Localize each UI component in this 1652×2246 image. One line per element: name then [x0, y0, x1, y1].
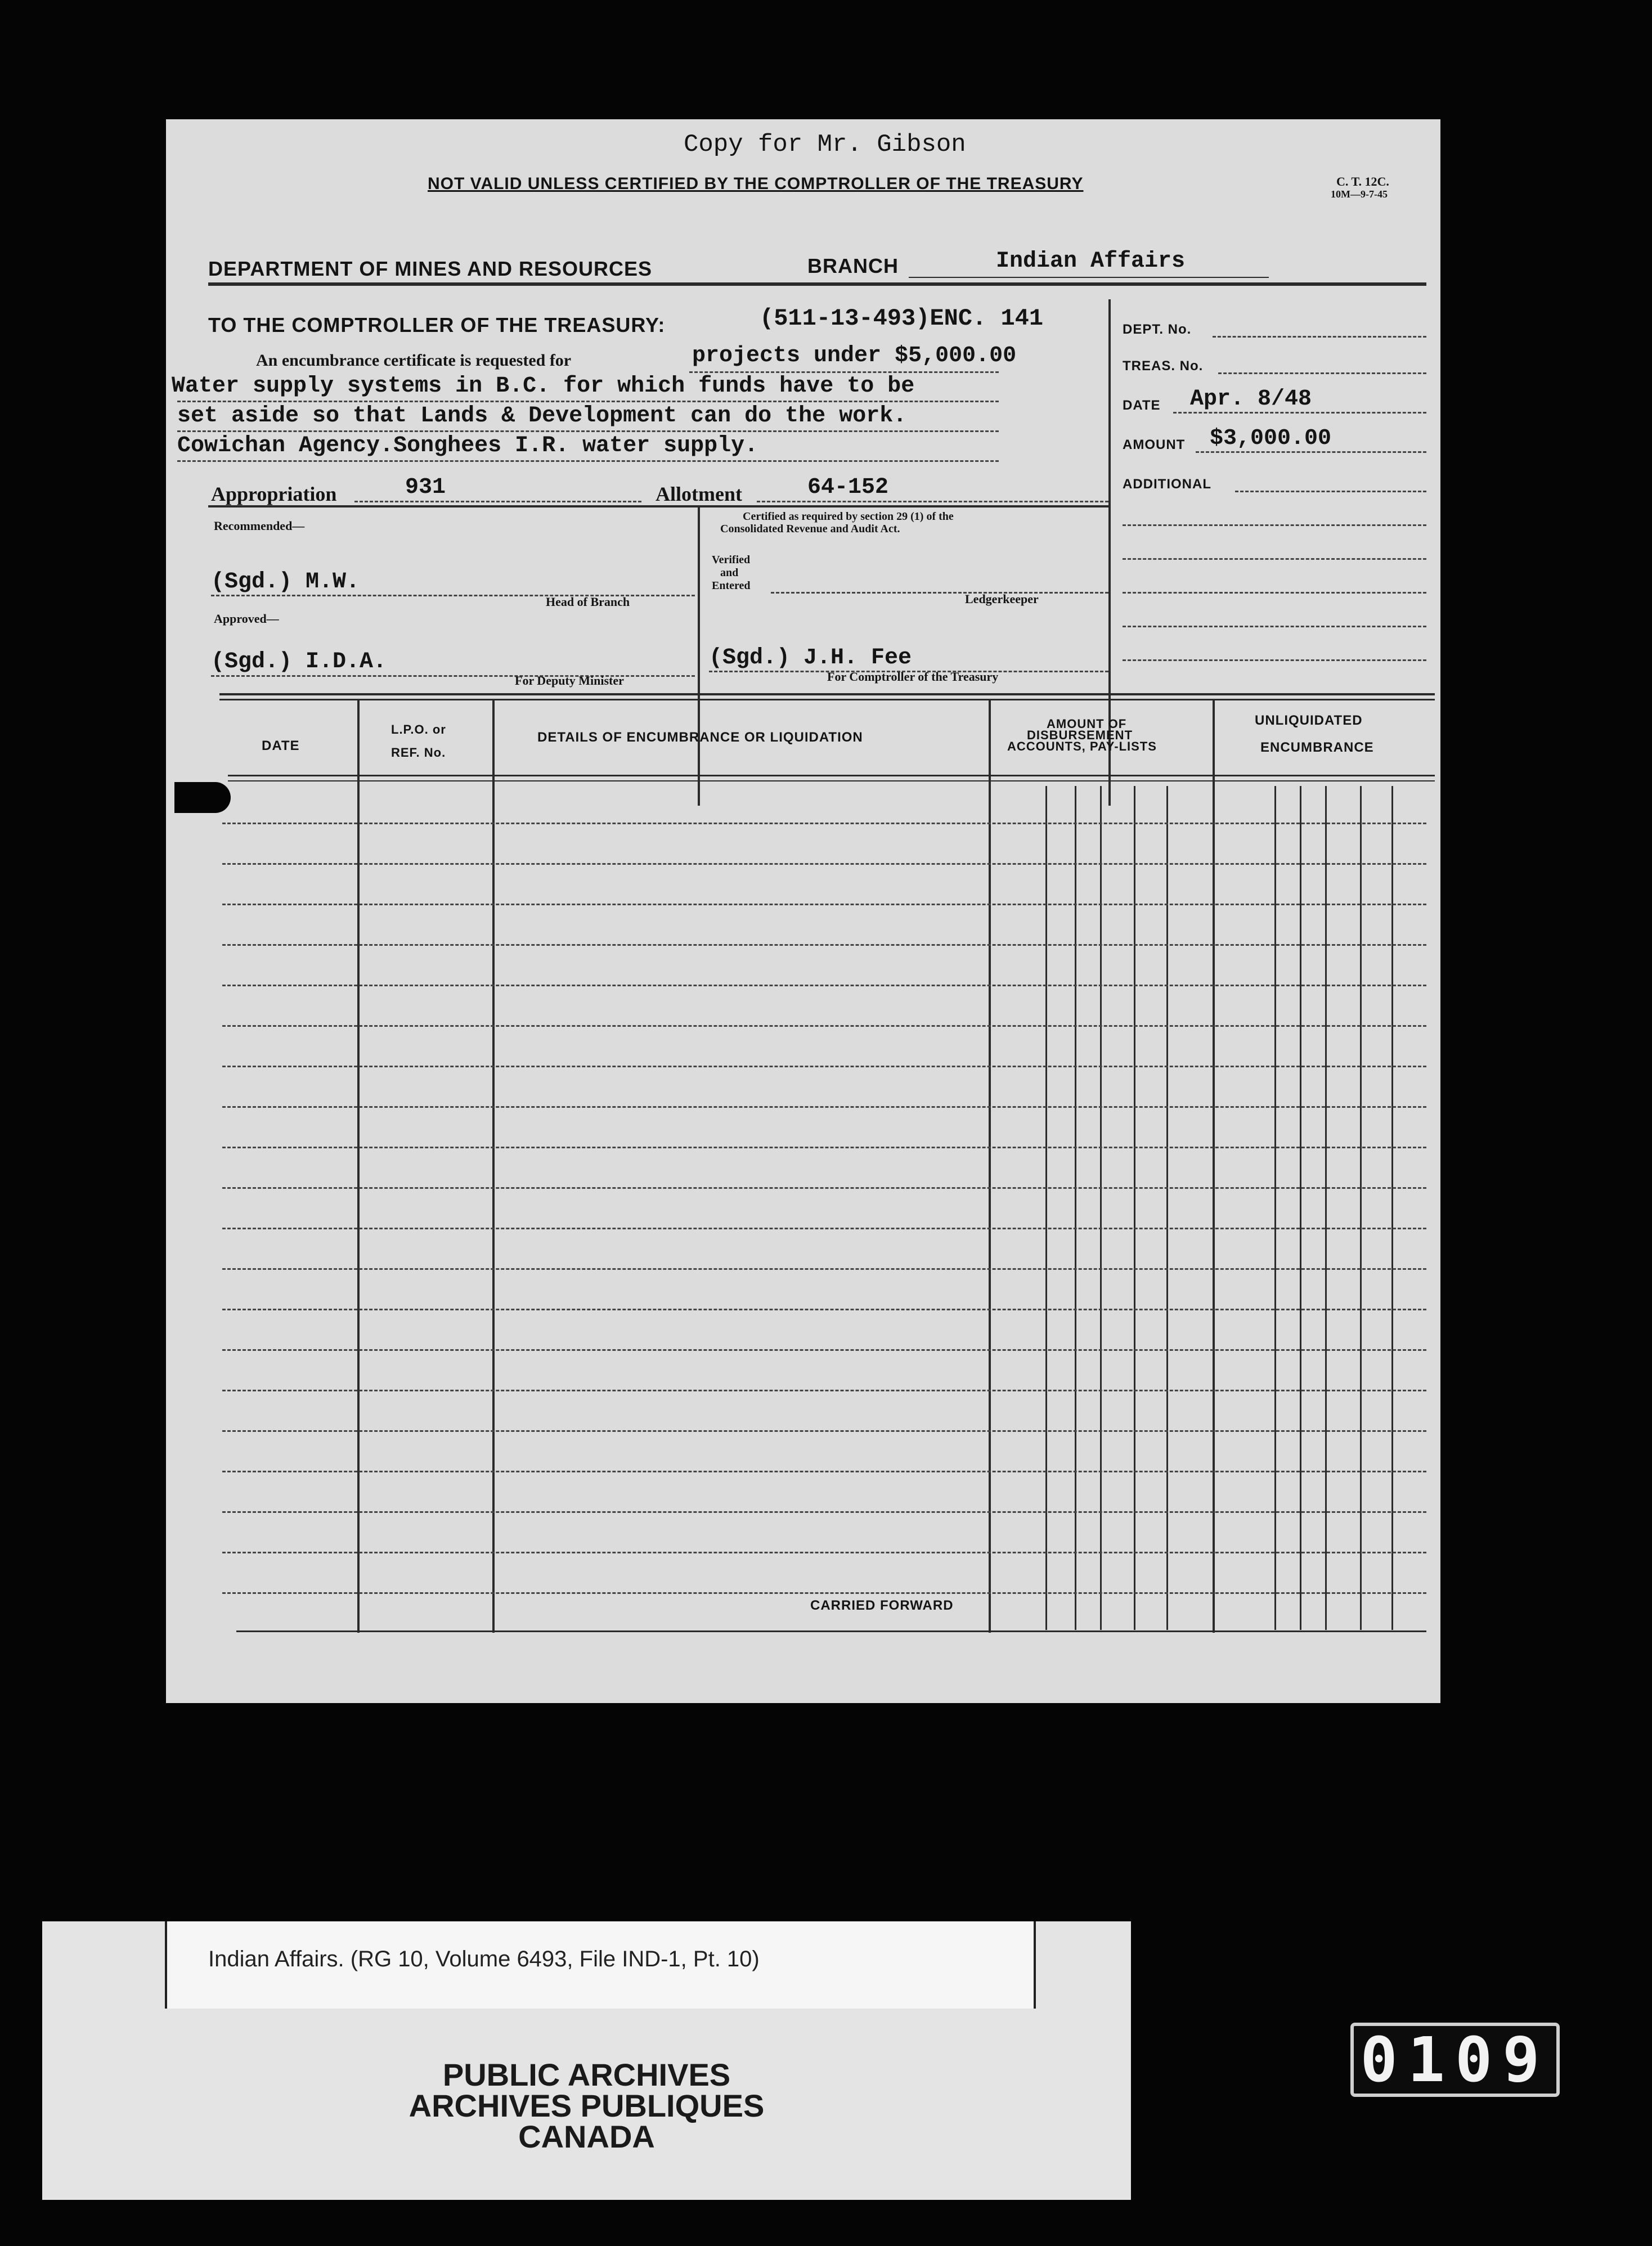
column-disbursement: DISBURSEMENT [1027, 728, 1133, 742]
header-divider [208, 282, 1426, 286]
table-row [222, 1268, 1426, 1270]
deputy-minister-label: For Deputy Minister [515, 673, 624, 688]
table-row [222, 1552, 1426, 1553]
comptroller-signature: (Sgd.) J.H. Fee [709, 645, 912, 671]
ledgerkeeper-label: Ledgerkeeper [965, 592, 1039, 606]
table-row [222, 1147, 1426, 1148]
approved-label: Approved— [214, 612, 279, 626]
form-print-code: 10M—9-7-45 [1331, 188, 1388, 200]
entered-label: Entered [712, 580, 751, 592]
table-row [222, 1390, 1426, 1391]
certified-text-1: Certified as required by section 29 (1) of the [743, 510, 954, 523]
request-line-1: projects under $5,000.00 [692, 343, 1017, 369]
table-row [222, 1471, 1426, 1472]
column-date: DATE [262, 738, 300, 753]
column-details: DETAILS OF ENCUMBRANCE OR LIQUIDATION [537, 730, 863, 745]
form-sheet [166, 119, 1440, 1703]
carried-forward-label: CARRIED FORWARD [810, 1598, 954, 1613]
to-comptroller-label: TO THE COMPTROLLER OF THE TREASURY: [208, 313, 666, 336]
table-row [222, 1309, 1426, 1310]
comptroller-label: For Comptroller of the Treasury [827, 670, 999, 684]
date-value: Apr. 8/48 [1190, 387, 1312, 412]
allotment-value: 64-152 [807, 475, 889, 500]
copy-note: Copy for Mr. Gibson [684, 131, 966, 159]
column-lpo: L.P.O. or [391, 722, 446, 736]
archive-label [42, 1921, 1131, 2200]
amount-label: AMOUNT [1123, 437, 1186, 452]
archive-name-en: PUBLIC ARCHIVES [442, 2057, 731, 2092]
validity-notice: NOT VALID UNLESS CERTIFIED BY THE COMPTROLLER OF THE TREASURY [428, 174, 1084, 193]
request-line-4: Cowichan Agency.Songhees I.R. water supply. [177, 433, 758, 459]
file-reference: (511-13-493)ENC. 141 [760, 305, 1044, 332]
column-amount: AMOUNT OF [1047, 717, 1127, 731]
frame-counter: 0109 [1350, 2023, 1560, 2097]
signature-divider [698, 507, 700, 806]
archive-country: CANADA [518, 2119, 655, 2154]
table-row [222, 904, 1426, 905]
archive-citation: Indian Affairs. (RG 10, Volume 6493, File IND-1, Pt. 10) [208, 1947, 760, 1971]
film-notch [174, 782, 231, 813]
request-line-2: Water supply systems in B.C. for which funds have to be [172, 374, 915, 399]
appropriation-label: Appropriation [211, 483, 337, 505]
additional-label: ADDITIONAL [1123, 477, 1211, 492]
recommended-label: Recommended— [214, 519, 305, 533]
table-row [222, 1592, 1426, 1594]
table-row [222, 1430, 1426, 1432]
date-label: DATE [1123, 398, 1161, 413]
table-row [222, 1066, 1426, 1067]
verified-and-label: and [720, 567, 739, 579]
column-accounts: ACCOUNTS, PAY-LISTS [1007, 739, 1157, 753]
table-row [222, 1106, 1426, 1108]
request-line-3: set aside so that Lands & Development can do the work. [177, 403, 907, 429]
department-label: DEPARTMENT OF MINES AND RESOURCES [208, 257, 653, 280]
table-row [222, 985, 1426, 986]
table-row [222, 863, 1426, 865]
branch-value: Indian Affairs [996, 249, 1186, 274]
table-row [222, 1349, 1426, 1351]
allotment-label: Allotment [656, 483, 742, 505]
table-row [222, 944, 1426, 946]
table-row [222, 1511, 1426, 1513]
appropriation-value: 931 [405, 475, 446, 500]
head-of-branch-label: Head of Branch [546, 595, 630, 609]
table-row [222, 1228, 1426, 1229]
verified-label: Verified [712, 554, 751, 566]
column-unliquidated: UNLIQUIDATED [1255, 713, 1363, 728]
table-row [222, 1187, 1426, 1189]
treas-no-label: TREAS. No. [1123, 358, 1204, 374]
table-bottom-border [236, 1630, 1426, 1632]
recommended-signature: (Sgd.) M.W. [211, 569, 360, 595]
table-row [222, 1025, 1426, 1027]
archive-name-fr: ARCHIVES PUBLIQUES [408, 2088, 765, 2123]
request-label: An encumbrance certificate is requested for [256, 351, 572, 370]
table-row [222, 823, 1426, 824]
amount-value: $3,000.00 [1210, 426, 1332, 451]
column-ref-no: REF. No. [391, 745, 446, 760]
approved-signature: (Sgd.) I.D.A. [211, 649, 387, 675]
column-encumbrance: ENCUMBRANCE [1260, 740, 1374, 755]
certified-text-2: Consolidated Revenue and Audit Act. [720, 523, 900, 535]
dept-no-label: DEPT. No. [1123, 322, 1192, 337]
form-code: C. T. 12C. [1336, 174, 1389, 188]
branch-label: BRANCH [807, 254, 899, 277]
table-top-border [219, 693, 1435, 695]
